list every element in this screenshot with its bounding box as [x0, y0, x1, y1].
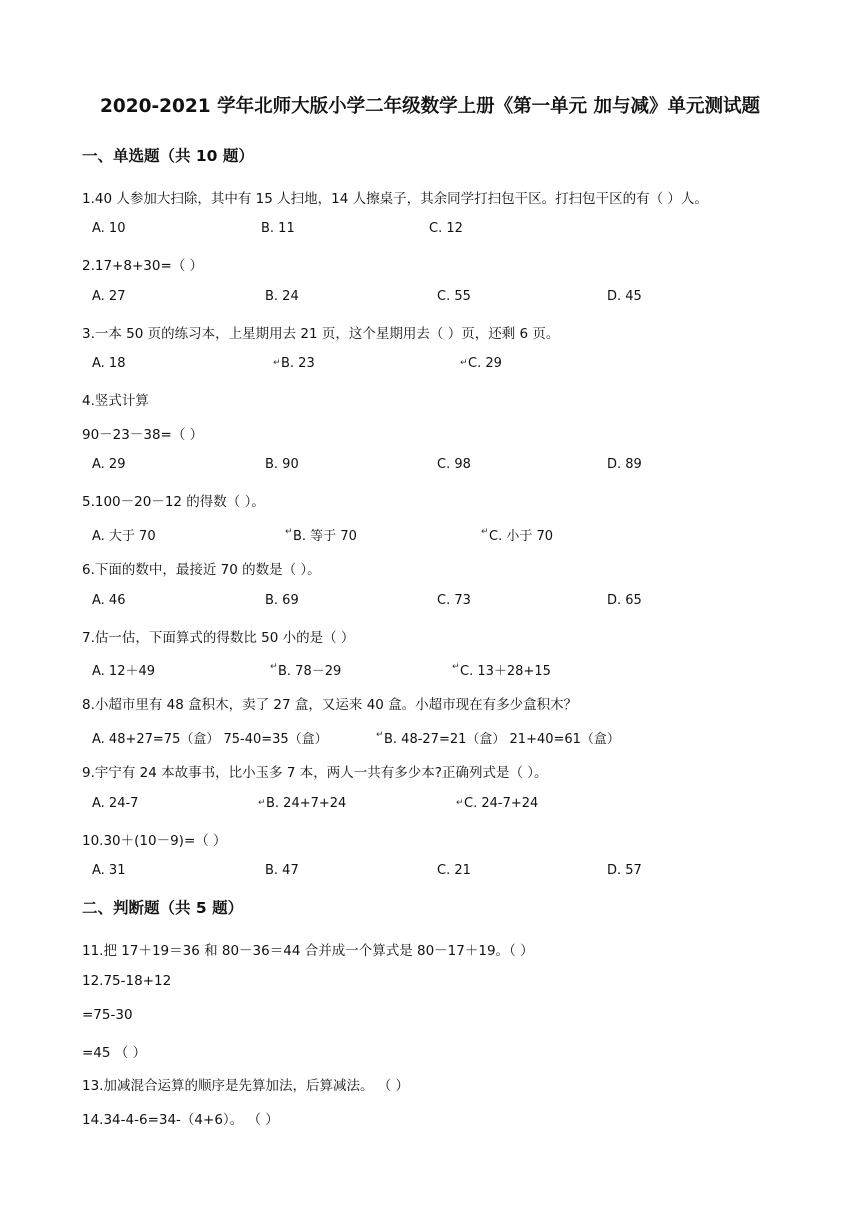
q9-option-b: B. 24+7+24	[266, 796, 347, 811]
q6-option-d: D. 65	[607, 593, 642, 608]
q10-option-b: B. 47	[265, 863, 299, 878]
question-14: 14.34-4-6=34-（4+6）。 （ ）	[82, 1112, 279, 1128]
question-3: 3.一本 50 页的练习本，上星期用去 21 页，这个星期用去（ ）页，还剩 6 页。	[82, 326, 560, 342]
q5-option-c: C. 小于 70	[489, 529, 554, 544]
q5-option-b: B. 等于 70	[293, 529, 357, 544]
anchor-mark-icon: ↵	[273, 358, 281, 368]
page-title: 2020-2021 学年北师大版小学二年级数学上册《第一单元 加与减》单元测试题	[99, 96, 761, 117]
anchor-mark-icon: ↵	[452, 662, 460, 672]
q7-option-c: C. 13＋28+15	[460, 664, 551, 679]
section-heading-single-choice: 一、单选题（共 10 题）	[82, 147, 254, 165]
q4-option-d: D. 89	[607, 457, 642, 472]
q9-option-a: A. 24-7	[92, 796, 139, 811]
anchor-mark-icon: ↵	[258, 798, 266, 808]
q10-option-a: A. 31	[92, 863, 126, 878]
section-heading-true-false: 二、判断题（共 5 题）	[82, 899, 244, 917]
question-11: 11.把 17＋19＝36 和 80－36＝44 合并成一个算式是 80－17＋19。（ ）	[82, 943, 534, 959]
q1-option-b: B. 11	[261, 221, 295, 236]
anchor-mark-icon: ↵	[285, 527, 293, 537]
q6-option-c: C. 73	[437, 593, 471, 608]
q2-option-b: B. 24	[265, 289, 299, 304]
q3-option-b: B. 23	[281, 356, 315, 371]
question-13: 13.加减混合运算的顺序是先算加法，后算减法。 （ ）	[82, 1078, 410, 1094]
q10-option-c: C. 21	[437, 863, 471, 878]
q6-option-a: A. 46	[92, 593, 126, 608]
q7-option-a: A. 12＋49	[92, 664, 156, 679]
anchor-mark-icon: ↵	[456, 798, 464, 808]
q4-option-c: C. 98	[437, 457, 471, 472]
question-8: 8.小超市里有 48 盒积木，卖了 27 盒，又运来 40 盒。小超市现在有多少盒积木？	[82, 697, 578, 713]
question-2: 2.17+8+30=（ ）	[82, 258, 204, 274]
question-6: 6.下面的数中，最接近 70 的数是（ ）。	[82, 562, 321, 578]
q2-option-a: A. 27	[92, 289, 126, 304]
q9-option-c: C. 24-7+24	[464, 796, 539, 811]
q1-option-a: A. 10	[92, 221, 126, 236]
question-4-expression: 90－23－38=（ ）	[82, 427, 204, 443]
question-1: 1.40 人参加大扫除，其中有 15 人扫地，14 人擦桌子，其余同学打扫包干区。打扫包干区的有（ ）人。	[82, 191, 708, 207]
question-10: 10.30＋(10－9)=（ ）	[82, 833, 227, 849]
q8-option-b: B. 48-27=21（盒） 21+40=61（盒）	[384, 732, 620, 747]
question-4: 4.竖式计算	[82, 393, 149, 409]
question-12-line-3: =45 （ ）	[82, 1045, 147, 1061]
q5-option-a: A. 大于 70	[92, 529, 156, 544]
anchor-mark-icon: ↵	[460, 358, 468, 368]
q6-option-b: B. 69	[265, 593, 299, 608]
question-12-line-2: =75-30	[82, 1007, 133, 1023]
q7-option-b: B. 78－29	[278, 664, 342, 679]
question-7: 7.估一估，下面算式的得数比 50 小的是（ ）	[82, 630, 355, 646]
q10-option-d: D. 57	[607, 863, 642, 878]
q3-option-c: C. 29	[468, 356, 502, 371]
q3-option-a: A. 18	[92, 356, 126, 371]
q8-option-a: A. 48+27=75（盒） 75-40=35（盒）	[92, 732, 328, 747]
question-9: 9.宇宁有 24 本故事书，比小玉多 7 本，两人一共有多少本?正确列式是（ ）。	[82, 765, 548, 781]
anchor-mark-icon: ↵	[481, 527, 489, 537]
q2-option-d: D. 45	[607, 289, 642, 304]
question-5: 5.100－20－12 的得数（ ）。	[82, 494, 265, 510]
q1-option-c: C. 12	[429, 221, 463, 236]
anchor-mark-icon: ↵	[270, 662, 278, 672]
question-12-line-1: 12.75-18+12	[82, 973, 172, 989]
q4-option-a: A. 29	[92, 457, 126, 472]
q4-option-b: B. 90	[265, 457, 299, 472]
anchor-mark-icon: ↵	[376, 730, 384, 740]
q2-option-c: C. 55	[437, 289, 471, 304]
